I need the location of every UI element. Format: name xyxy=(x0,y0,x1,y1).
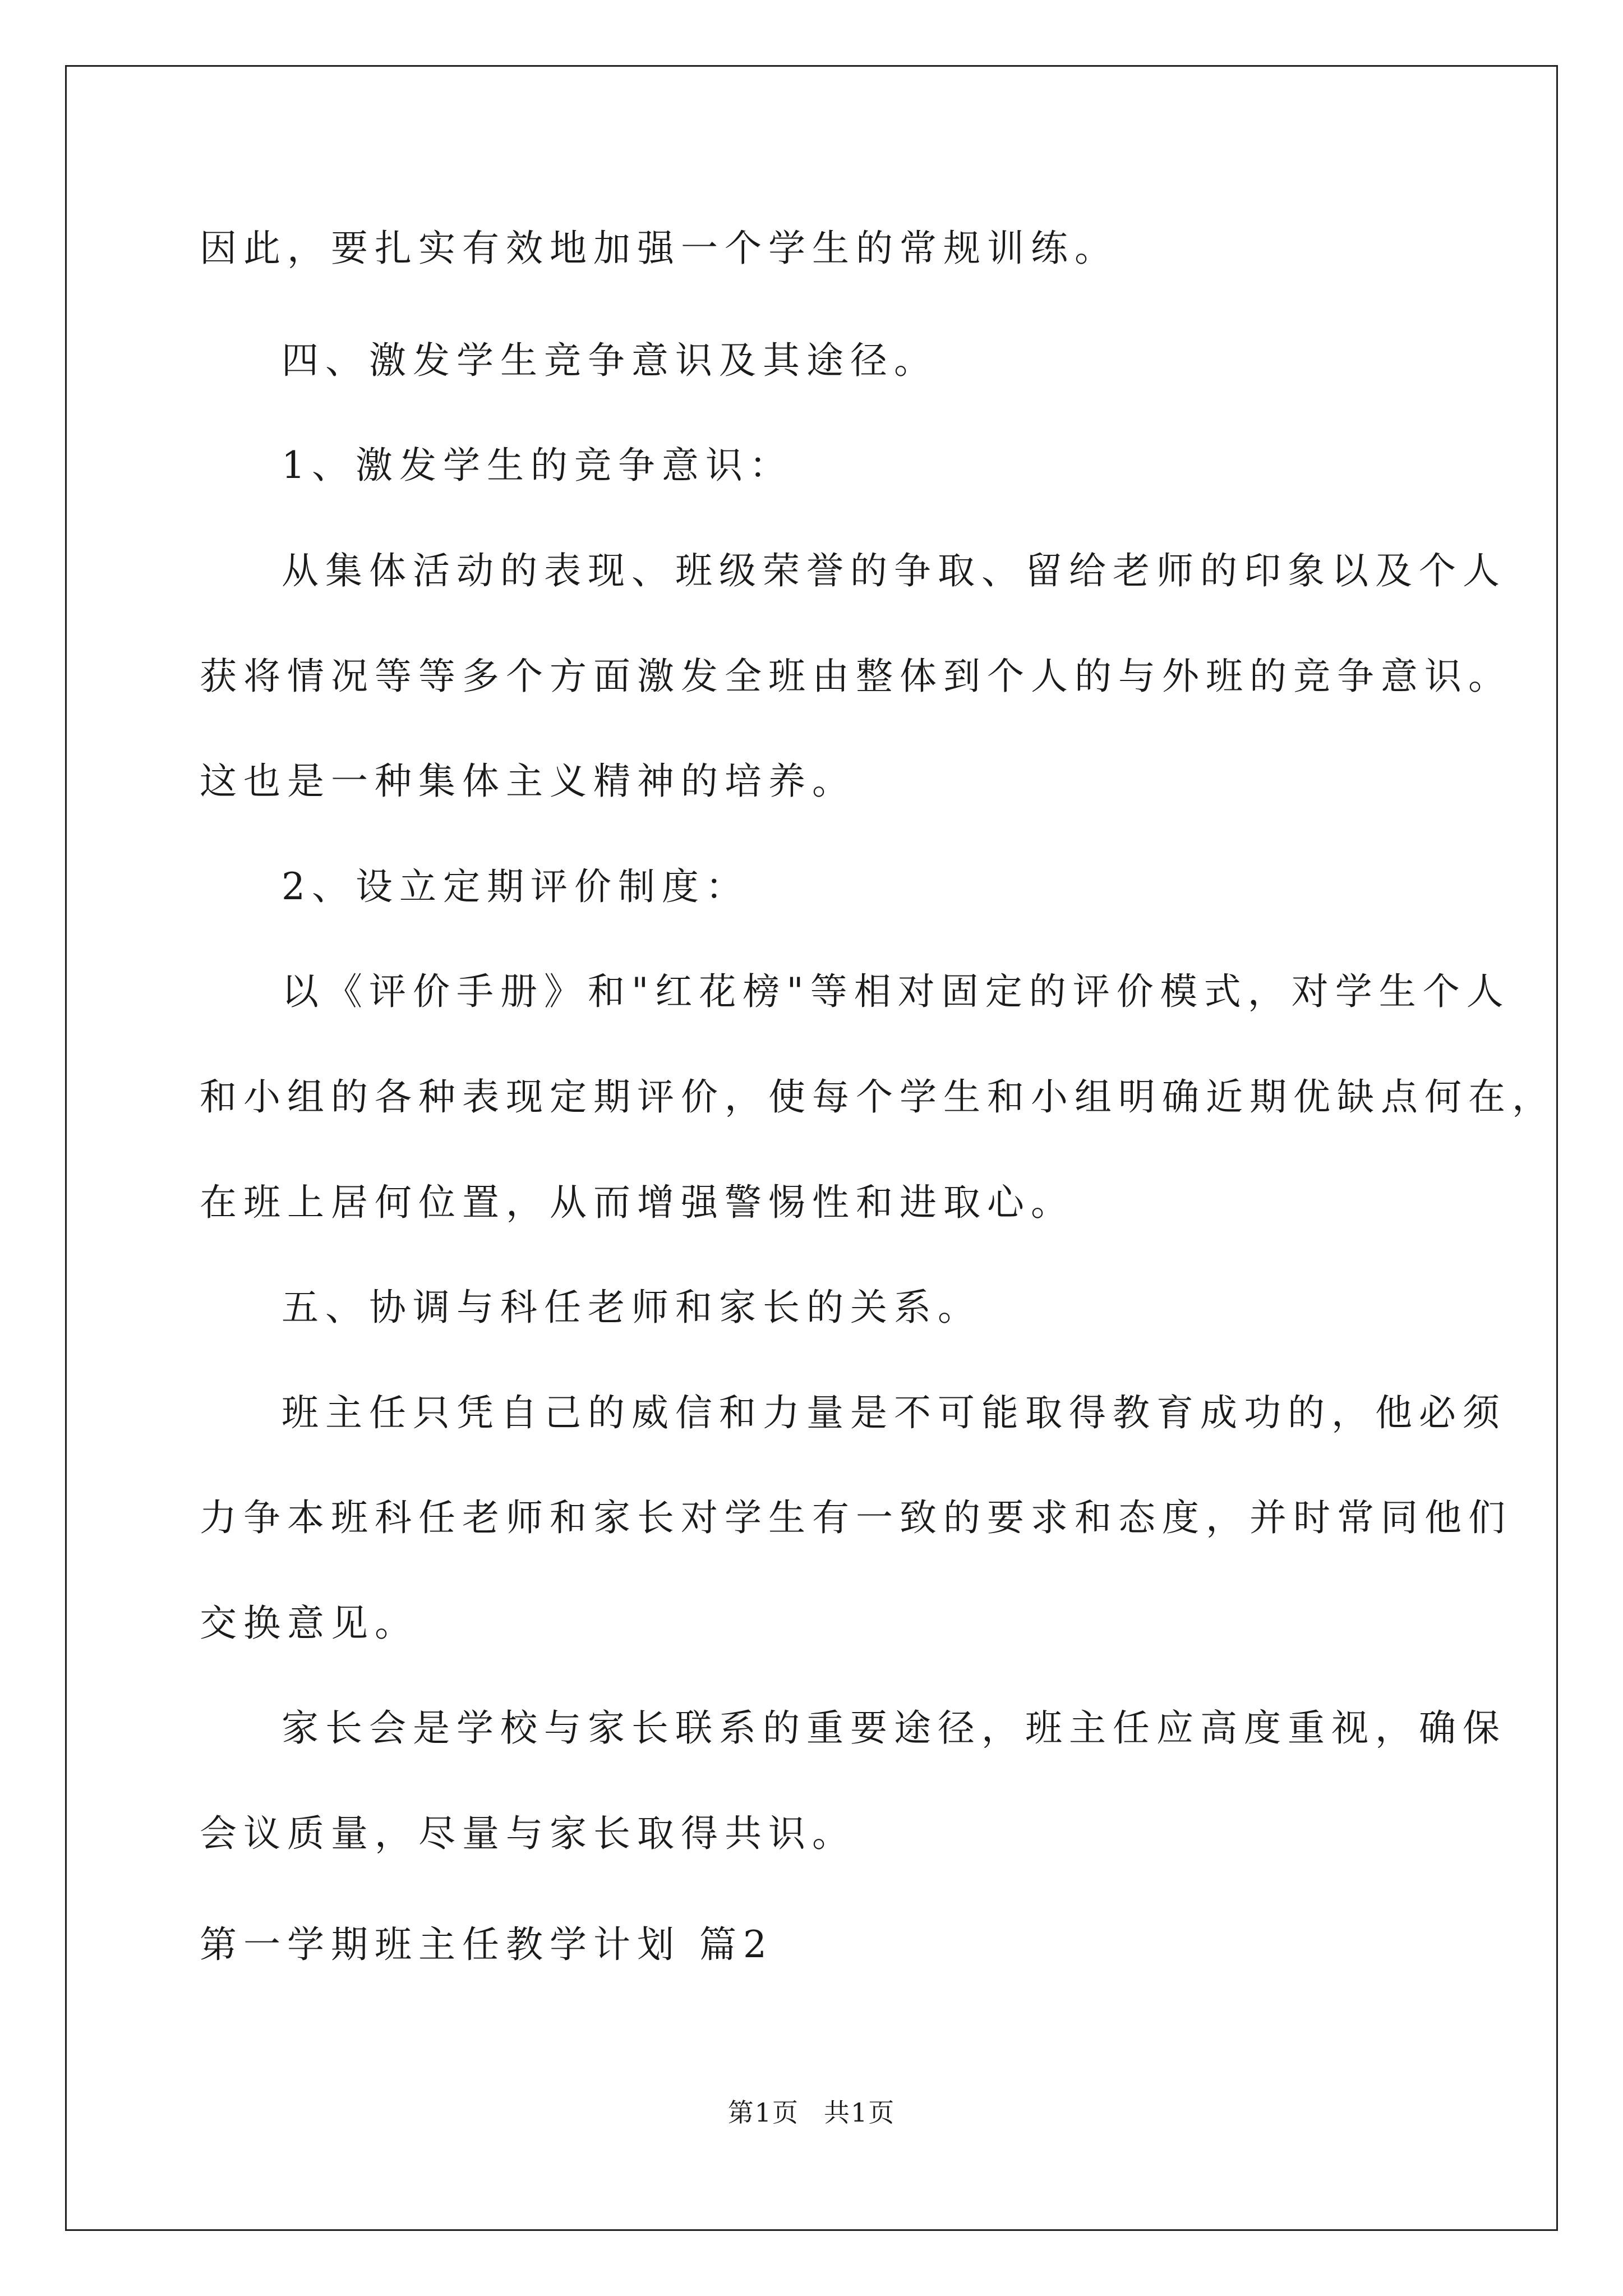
text-line: 以《评价手册》和"红花榜"等相对固定的评价模式，对学生个人 xyxy=(282,970,1510,1013)
text-line: 班主任只凭自己的威信和力量是不可能取得教育成功的，他必须 xyxy=(282,1391,1506,1434)
page-footer xyxy=(0,2097,1623,2128)
section-heading: 四、激发学生竞争意识及其途径。 xyxy=(282,339,938,382)
text-line: 因此，要扎实有效地加强一个学生的常规训练。 xyxy=(200,227,1118,270)
text-line: 会议质量，尽量与家长取得共识。 xyxy=(200,1812,856,1855)
text-line: 从集体活动的表现、班级荣誉的争取、留给老师的印象以及个人 xyxy=(282,549,1506,592)
subsection-heading: 1、激发学生的竞争意识： xyxy=(282,444,793,487)
text-line: 在班上居何位置，从而增强警惕性和进取心。 xyxy=(200,1181,1075,1224)
text-line: 力争本班科任老师和家长对学生有一致的要求和态度，并时常同他们 xyxy=(200,1496,1512,1539)
text-line: 获将情况等等多个方面激发全班由整体到个人的与外班的竞争意识。 xyxy=(200,655,1512,698)
page-border xyxy=(65,65,1558,2231)
page-number: 第1页 xyxy=(727,2097,799,2128)
subsection-heading: 2、设立定期评价制度： xyxy=(282,865,749,908)
document-title: 第一学期班主任教学计划 篇2 xyxy=(200,1923,773,1966)
section-heading: 五、协调与科任老师和家长的关系。 xyxy=(282,1286,981,1329)
text-line: 家长会是学校与家长联系的重要途径，班主任应高度重视，确保 xyxy=(282,1706,1506,1750)
text-line: 交换意见。 xyxy=(200,1602,418,1645)
text-line: 和小组的各种表现定期评价，使每个学生和小组明确近期优缺点何在， xyxy=(200,1075,1556,1119)
page-total: 共1页 xyxy=(824,2097,896,2128)
text-line: 这也是一种集体主义精神的培养。 xyxy=(200,760,856,803)
